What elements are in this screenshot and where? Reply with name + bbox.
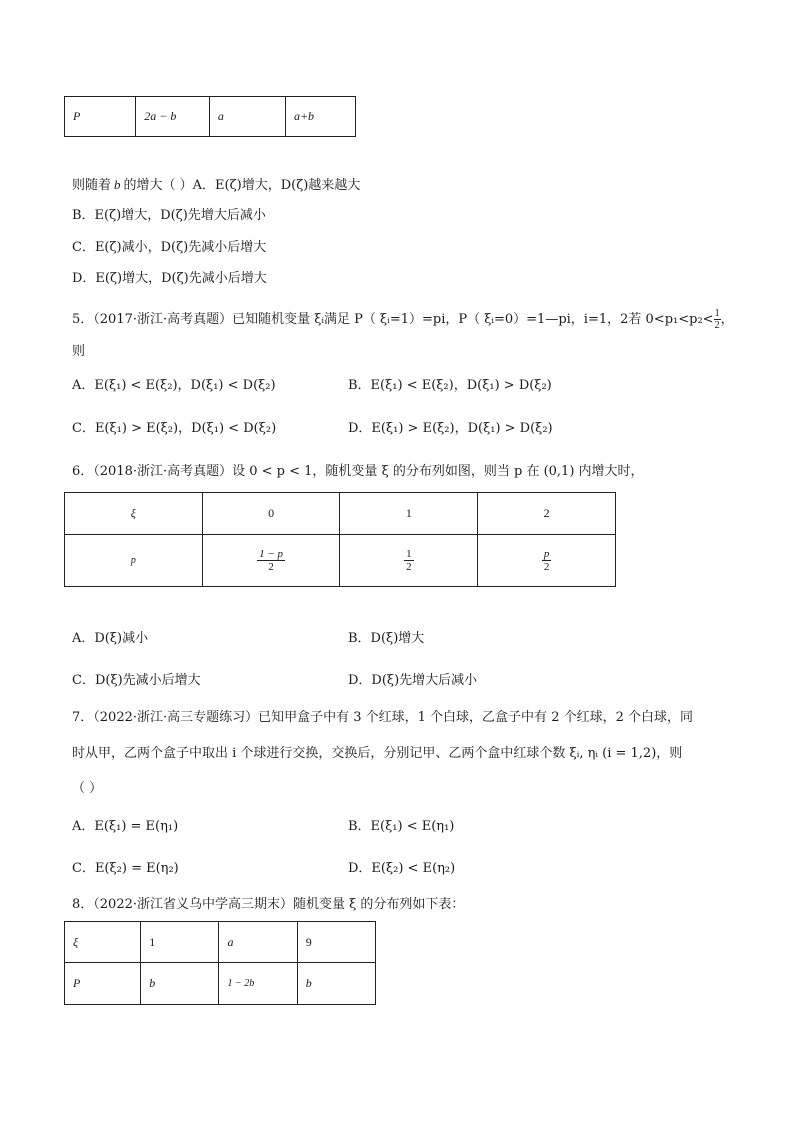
fraction [257, 548, 285, 573]
q7-option-c: C．E(ξ₂) = E(η₂) [72, 861, 179, 876]
table-cell [478, 535, 616, 587]
table-cell: a [209, 97, 285, 137]
q4-option-d: D．E(ζ)增大，D(ζ)先减小后增大 [72, 271, 267, 286]
top-distribution-table [64, 96, 356, 137]
q5-option-b: B．E(ξ₁) < E(ξ₂)，D(ξ₁) > D(ξ₂) [348, 378, 552, 393]
fraction [542, 548, 552, 573]
fraction-den: 2 [268, 561, 274, 573]
table-cell: P [65, 963, 141, 1005]
q5-stem-text: 5．（2017·浙江·高考真题）已知随机变量 ξᵢ满足 P（ ξᵢ=1）=pi，P（ ξᵢ=0）=1—pi，i=1，2若 0<p₁<p₂< [72, 312, 714, 327]
table-cell: a+b [285, 97, 355, 137]
table-cell: 9 [297, 922, 375, 963]
q4-stem-a: 则随着 [72, 178, 112, 193]
q4-option-c: C．E(ζ)减小，D(ζ)先减小后增大 [72, 240, 267, 255]
q5-option-c: C．E(ξ₁) > E(ξ₂)，D(ξ₁) < D(ξ₂) [72, 421, 277, 436]
q5-option-d: D．E(ξ₁) > E(ξ₂)，D(ξ₁) > D(ξ₂) [348, 421, 553, 436]
table-cell: 0 [202, 493, 340, 535]
q6-distribution-table [64, 492, 616, 587]
table-cell: b [141, 963, 219, 1005]
q5-stem-end: ， [720, 312, 734, 327]
table-cell: a [219, 922, 297, 963]
table-cell [340, 535, 478, 587]
table-cell: b [297, 963, 375, 1005]
fraction-num: p [543, 548, 550, 560]
table-cell: 2a − b [136, 97, 210, 137]
q4-stem [72, 176, 360, 195]
q7-option-a: A．E(ξ₁) = E(η₁) [72, 819, 179, 834]
q5-fraction-num: 1 [714, 308, 720, 319]
q8-distribution-table [64, 921, 376, 1005]
q6-stem: 6．（2018·浙江·高考真题）设 0 < p < 1，随机变量 ξ 的分布列如图，则当 p 在 (0,1) 内增大时， [72, 464, 644, 479]
table-cell: ξ [65, 922, 141, 963]
table-cell: 1 [141, 922, 219, 963]
q7-stem-1: 7．（2022·浙江·高三专题练习）已知甲盒子中有 3 个红球，1 个白球，乙盒子中有 2 个红球，2 个白球，同 [72, 710, 693, 725]
q6-option-c: C．D(ξ)先减小后增大 [72, 673, 201, 688]
q4-stem-c: 的增大（ ）A． [123, 178, 216, 193]
q6-option-b: B．D(ξ)增大 [348, 631, 425, 646]
q5-option-a: A．E(ξ₁) < E(ξ₂)，D(ξ₁) < D(ξ₂) [72, 378, 276, 393]
fraction-num: 1 − p [259, 548, 284, 560]
q5-stem-2: 则 [72, 344, 86, 359]
q4-stem-b: b [114, 177, 121, 192]
table-cell: 1 [340, 493, 478, 535]
q4-option-a: E(ζ)增大，D(ζ)越来越大 [215, 178, 361, 193]
q5-fraction-den: 2 [714, 320, 720, 331]
table-cell: 1 − 2b [219, 963, 297, 1005]
q8-stem: 8．（2022·浙江省义乌中学高三期末）随机变量 ξ 的分布列如下表： [72, 897, 465, 912]
q6-option-a: A．D(ξ)减小 [72, 631, 149, 646]
fraction-den: 2 [406, 561, 412, 573]
q7-stem-3: （ ） [72, 781, 103, 796]
fraction [404, 548, 414, 573]
table-cell: 2 [478, 493, 616, 535]
fraction-num: 1 [406, 548, 412, 560]
fraction-den: 2 [543, 561, 550, 573]
q7-option-d: D．E(ξ₂) < E(η₂) [348, 861, 456, 876]
q5-stem [72, 308, 734, 331]
q7-stem-2: 时从甲，乙两个盒子中取出 i 个球进行交换，交换后，分别记甲、乙两个盒中红球个数 ξᵢ, ηᵢ (i = 1,2)，则 [72, 746, 683, 761]
table-cell: P [65, 97, 136, 137]
q6-option-d: D．D(ξ)先增大后减小 [348, 673, 478, 688]
q4-option-b: B．E(ζ)增大，D(ζ)先增大后减小 [72, 208, 266, 223]
table-cell: p [65, 535, 203, 587]
table-cell: ξ [65, 493, 203, 535]
table-cell [202, 535, 340, 587]
q7-option-b: B．E(ξ₁) < E(η₁) [348, 819, 455, 834]
q5-fraction [714, 308, 721, 331]
